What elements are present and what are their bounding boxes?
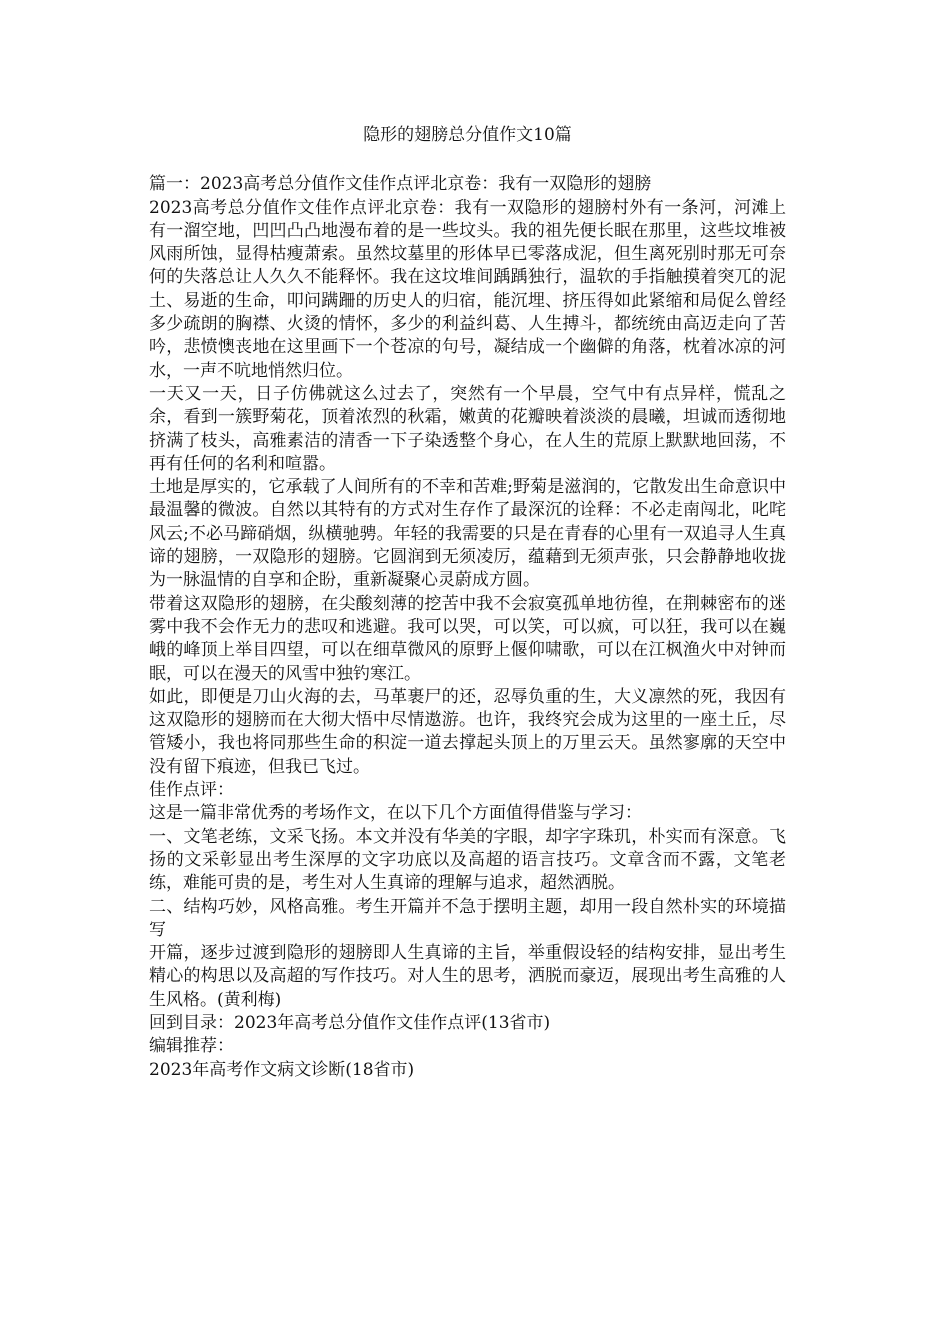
comment-point-1: 一、文笔老练，文采飞扬。本文并没有华美的字眼，却字字珠玑，朴实而有深意。飞扬的文采彰显出考生深厚的文字功底以及高超的语言技巧。文章含而不露，文笔老练，难能可贵的是，考生对人生真谛的理解与追求，超然洒脱。 (149, 826, 786, 894)
body-paragraph: 土地是厚实的，它承载了人间所有的不幸和苦难;野菊是滋润的，它散发出生命意识中最温馨的微波。自然以其特有的方式对生存作了最深沉的诠释：不必走南闯北，叱咤风云;不必马蹄硝烟，纵横驰骋。年轻的我需要的只是在青春的心里有一双追寻人生真谛的翅膀，一双隐形的翅膀。它圆润到无须凌厉，蕴藉到无须声张，只会静静地收拢为一脉温情的自享和企盼，重新凝聚心灵蔚成方圆。 (149, 477, 786, 591)
body-paragraph: 一天又一天，日子仿佛就这么过去了，突然有一个早晨，空气中有点异样，慌乱之余，看到一簇野菊花，顶着浓烈的秋霜，嫩黄的花瓣映着淡淡的晨曦，坦诚而透彻地挤满了枝头，高雅素洁的清香一下子染透整个身心，在人生的荒原上默默地回荡，不再有任何的名利和喧嚣。 (149, 383, 786, 474)
body-paragraph: 带着这双隐形的翅膀，在尖酸刻薄的挖苦中我不会寂寞孤单地彷徨，在荆棘密布的迷雾中我不会作无力的悲叹和逃避。我可以哭，可以笑，可以疯，可以狂，我可以在巍峨的峰顶上举目四望，可以在细草微风的原野上偃仰啸歌，可以在江枫渔火中对钟而眠，可以在漫天的风雪中独钓寒江。 (149, 593, 786, 684)
section-heading: 篇一：2023高考总分值作文佳作点评北京卷：我有一双隐形的翅膀 (149, 174, 652, 195)
comment-point-2-continued: 开篇，逐步过渡到隐形的翅膀即人生真谛的主旨，举重假设轻的结构安排，显出考生精心的构思以及高超的写作技巧。对人生的思考，洒脱而豪迈，展现出考生高雅的人生风格。(黄利梅) (149, 943, 786, 1010)
comment-heading: 佳作点评： (149, 780, 234, 801)
comment-intro: 这是一篇非常优秀的考场作文，在以下几个方面值得借鉴与学习： (149, 803, 642, 824)
body-paragraph: 2023高考总分值作文佳作点评北京卷：我有一双隐形的翅膀村外有一条河，河滩上有一溜空地，凹凹凸凸地漫布着的是一些坟头。我的祖先便长眠在那里，这些坟堆被风雨所蚀，显得枯瘦萧索。虽然坟墓里的形体早已零落成泥，但生离死别时那无可奈何的失落总让人久久不能释怀。我在这坟堆间踽踽独行，温软的手指触摸着突兀的泥土、易逝的生命，叩问蹒跚的历史人的归宿，能沉埋、挤压得如此紧缩和局促么曾经多少疏朗的胸襟、火烫的情怀，多少的利益纠葛、人生搏斗，都统统由高迈走向了苦吟，悲愤懊丧地在这里画下一个苍凉的句号，凝结成一个幽僻的角落，枕着冰凉的河水，一声不吭地悄然归位。 (149, 197, 786, 381)
comment-point-2: 二、结构巧妙，风格高雅。考生开篇并不急于摆明主题，却用一段自然朴实的环境描写 (149, 896, 786, 940)
back-to-contents-link: 回到目录：2023年高考总分值作文佳作点评(13省市) (149, 1012, 551, 1033)
recommended-article: 2023年高考作文病文诊断(18省市) (149, 1059, 415, 1080)
editor-recommendation-label: 编辑推荐： (149, 1036, 234, 1057)
body-paragraph: 如此，即便是刀山火海的去，马革裹尸的还，忍辱负重的生，大义凛然的死，我因有这双隐形的翅膀而在大彻大悟中尽情遨游。也许，我终究会成为这里的一座土丘，尽管矮小，我也将同那些生命的积淀一道去撑起头顶上的万里云天。虽然寥廓的天空中没有留下痕迹，但我已飞过。 (149, 686, 786, 777)
document-title: 隐形的翅膀总分值作文10篇 (363, 125, 572, 145)
